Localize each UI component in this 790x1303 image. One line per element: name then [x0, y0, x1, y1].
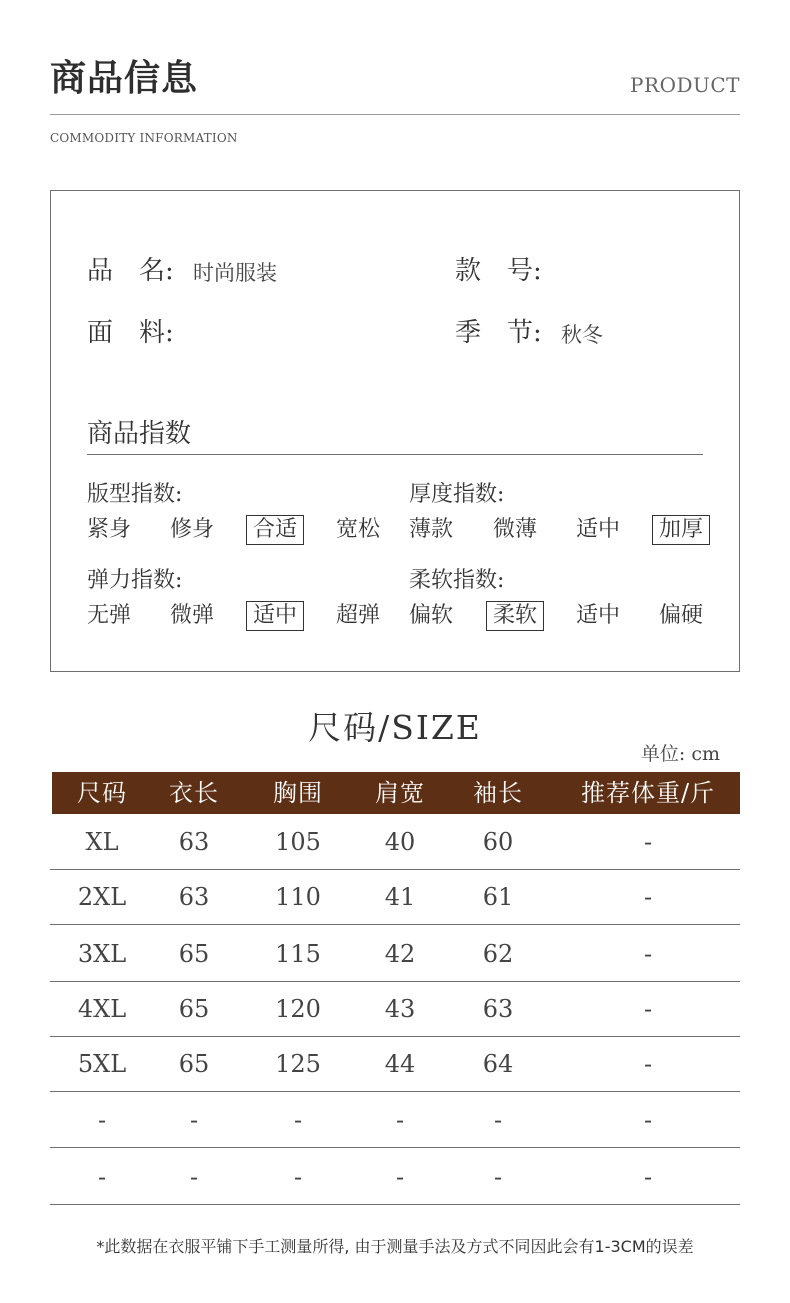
table-cell: - — [189, 1163, 199, 1191]
thickness-option: 适中 — [576, 517, 621, 542]
table-cell: - — [643, 1106, 653, 1134]
table-row — [50, 1150, 740, 1205]
column-header: 胸围 — [273, 779, 323, 807]
unit-label: 单位: cm — [640, 743, 720, 765]
table-cell: - — [97, 1106, 107, 1134]
fit-index-title: 版型指数: — [87, 482, 183, 507]
thickness-option: 薄款 — [409, 517, 454, 542]
page-title-english: PRODUCT — [630, 73, 740, 97]
size-table-header — [52, 772, 740, 814]
table-cell: 4XL — [77, 995, 127, 1023]
table-cell: 60 — [482, 828, 514, 856]
table-cell: - — [643, 940, 653, 968]
softness-option: 偏硬 — [659, 603, 704, 628]
table-cell: 5XL — [77, 1050, 127, 1078]
table-cell: - — [643, 828, 653, 856]
table-row — [50, 982, 740, 1037]
column-header: 尺码 — [77, 779, 127, 807]
thickness-option: 微薄 — [493, 517, 538, 542]
table-cell: 3XL — [77, 940, 127, 968]
table-row — [50, 870, 740, 925]
measurement-note: *此数据在衣服平铺下手工测量所得, 由于测量手法及方式不同因此会有1-3CM的误差 — [96, 1237, 694, 1256]
softness-option-selected: 柔软 — [487, 602, 543, 630]
table-cell: - — [395, 1106, 405, 1134]
table-cell: 65 — [178, 1050, 210, 1078]
name-value: 时尚服装 — [193, 261, 277, 285]
table-cell: 65 — [178, 995, 210, 1023]
fit-option: 宽松 — [336, 517, 381, 542]
table-cell: - — [643, 1050, 653, 1078]
table-cell: 41 — [384, 883, 416, 911]
table-cell: - — [493, 1106, 503, 1134]
thickness-option-selected: 加厚 — [653, 516, 709, 544]
column-header: 袖长 — [473, 779, 523, 807]
table-cell: 64 — [482, 1050, 514, 1078]
fit-option: 紧身 — [87, 517, 132, 542]
index-divider — [87, 454, 703, 455]
header-divider — [50, 114, 740, 115]
page-title: 商品信息 — [50, 57, 199, 99]
softness-option: 偏软 — [409, 603, 454, 628]
table-cell: 65 — [178, 940, 210, 968]
elasticity-option: 无弹 — [87, 603, 132, 628]
elasticity-option: 超弹 — [336, 603, 381, 628]
table-cell: 115 — [275, 940, 321, 968]
style-number-label: 款 号: — [455, 256, 542, 286]
fabric-label: 面 料: — [87, 318, 174, 348]
thickness-index-title: 厚度指数: — [409, 482, 505, 507]
table-cell: 44 — [384, 1050, 416, 1078]
table-cell: 110 — [275, 883, 321, 911]
table-cell: - — [643, 883, 653, 911]
table-cell: XL — [85, 828, 119, 856]
softness-option: 适中 — [576, 603, 621, 628]
elasticity-option: 微弹 — [170, 603, 215, 628]
page-subtitle: COMMODITY INFORMATION — [50, 131, 238, 145]
table-row — [50, 927, 740, 982]
softness-index-title: 柔软指数: — [409, 568, 505, 593]
table-cell: - — [493, 1163, 503, 1191]
table-cell: - — [643, 995, 653, 1023]
column-header: 推荐体重/斤 — [580, 779, 716, 807]
product-info-panel — [50, 190, 740, 672]
index-section-title: 商品指数 — [87, 419, 192, 449]
table-cell: 63 — [482, 995, 514, 1023]
elasticity-option-selected: 适中 — [247, 602, 303, 630]
elasticity-index-title: 弹力指数: — [87, 568, 183, 593]
table-cell: 40 — [384, 828, 416, 856]
season-value: 秋冬 — [561, 323, 603, 347]
table-cell: 62 — [482, 940, 514, 968]
table-cell: 43 — [384, 995, 416, 1023]
name-label: 品 名: — [87, 256, 174, 286]
table-cell: - — [189, 1106, 199, 1134]
column-header: 衣长 — [169, 779, 219, 807]
table-cell: - — [643, 1163, 653, 1191]
table-row — [50, 815, 740, 870]
table-cell: - — [395, 1163, 405, 1191]
table-cell: 120 — [275, 995, 321, 1023]
fit-option: 修身 — [170, 517, 215, 542]
size-chart-title: 尺码/SIZE — [308, 708, 482, 747]
table-cell: - — [293, 1106, 303, 1134]
fit-option-selected: 合适 — [247, 516, 303, 544]
table-cell: 2XL — [77, 883, 127, 911]
table-cell: 61 — [482, 883, 514, 911]
table-cell: 125 — [275, 1050, 321, 1078]
table-cell: 42 — [384, 940, 416, 968]
table-row — [50, 1037, 740, 1092]
table-cell: - — [97, 1163, 107, 1191]
table-cell: 105 — [275, 828, 321, 856]
table-cell: - — [293, 1163, 303, 1191]
season-label: 季 节: — [455, 318, 542, 348]
column-header: 肩宽 — [375, 779, 425, 807]
table-row — [50, 1093, 740, 1148]
table-cell: 63 — [178, 883, 210, 911]
table-cell: 63 — [178, 828, 210, 856]
